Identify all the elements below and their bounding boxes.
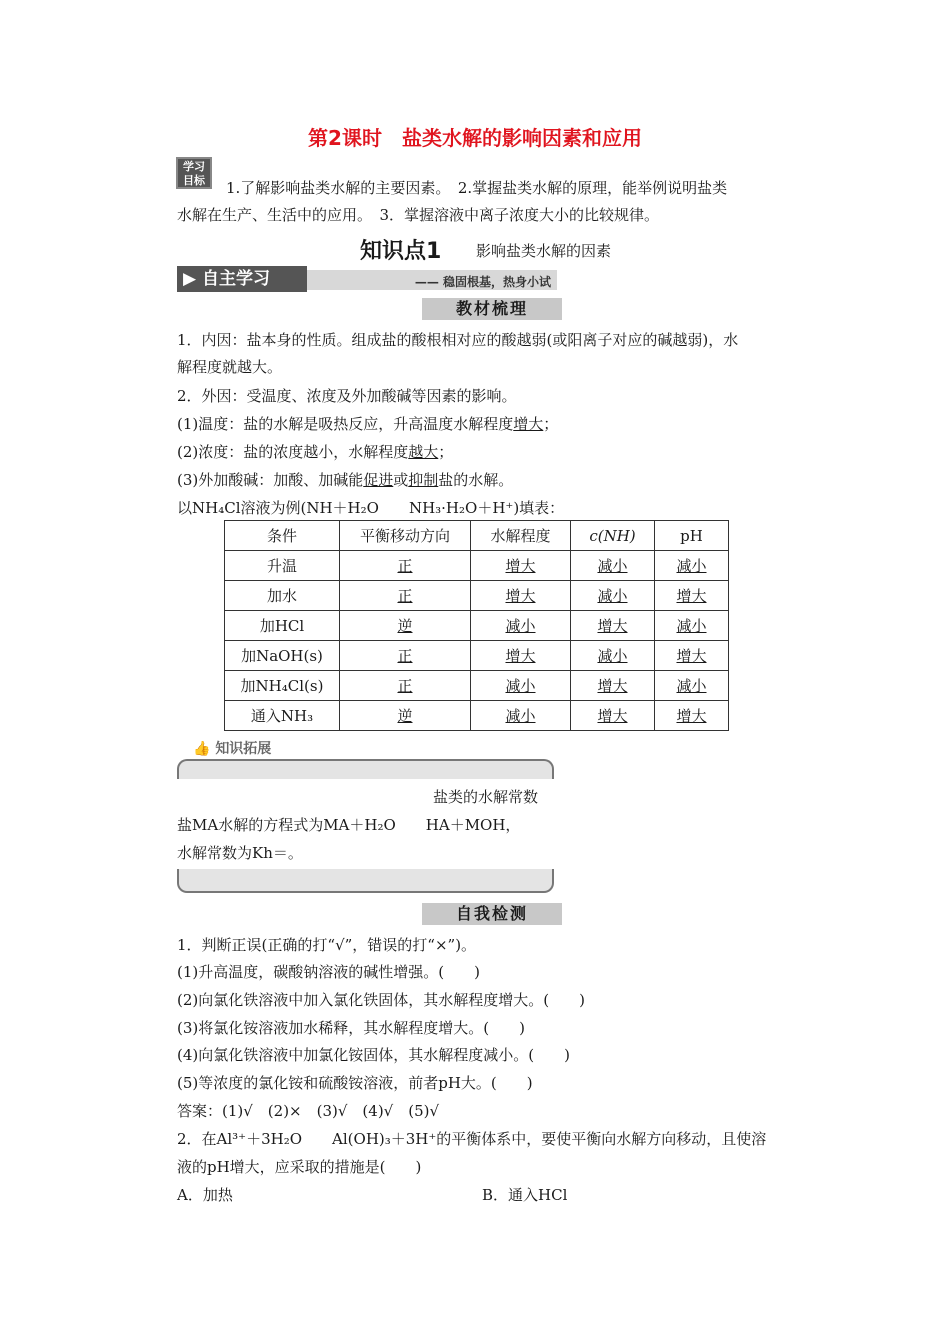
- table-row: [225, 671, 729, 701]
- table-intro: 以NH₄Cl溶液为例(NH＋H₂O NH₃·H₂O＋H⁺)填表：: [177, 499, 565, 517]
- table-cell: 减小: [471, 671, 571, 701]
- table-cell: 减小: [471, 701, 571, 731]
- table-row: [225, 581, 729, 611]
- page-title: 第2课时 盐类水解的影响因素和应用: [308, 126, 642, 150]
- question-1-item: (5)等浓度的氯化铵和硫酸铵溶液，前者pH大。( ): [177, 1074, 533, 1092]
- table-cell: 增大: [571, 671, 655, 701]
- table-row: [225, 551, 729, 581]
- para-3: (1)温度：盐的水解是吸热反应，升高温度水解程度增大；: [177, 415, 559, 433]
- section-tag-self-check: 自我检测: [422, 903, 562, 925]
- table-cell: 加NaOH(s): [225, 641, 340, 671]
- table-cell: 正: [340, 671, 471, 701]
- knowledge-point-label: 知识点1: [360, 239, 442, 264]
- table-cell: 增大: [471, 581, 571, 611]
- badge-line2: 目标: [183, 174, 205, 187]
- self-study-banner: [177, 266, 557, 292]
- table-cell: 加HCl: [225, 611, 340, 641]
- question-1-item: (4)向氯化铁溶液中加氯化铵固体，其水解程度减小。( ): [177, 1046, 570, 1064]
- question-1: 1．判断正误(正确的打“√”，错误的打“×”)。: [177, 936, 477, 954]
- hydrolysis-table: [224, 520, 729, 731]
- learning-goal-badge: [176, 157, 212, 189]
- table-cell: 增大: [655, 701, 729, 731]
- para-5: (3)外加酸碱：加酸、加碱能促进或抑制盐的水解。: [177, 471, 514, 489]
- table-header: 水解程度: [471, 521, 571, 551]
- table-cell: 减小: [571, 551, 655, 581]
- table-cell: 通入NH₃: [225, 701, 340, 731]
- goals-line1: 1.了解影响盐类水解的主要因素。 2.掌握盐类水解的原理，能举例说明盐类: [226, 179, 728, 197]
- question-2a: 2．在Al³⁺＋3H₂O Al(OH)₃＋3H⁺的平衡体系中，要使平衡向水解方向移动，且使溶: [177, 1130, 767, 1148]
- answer-line: 答案：(1)√ (2)× (3)√ (4)√ (5)√: [177, 1102, 440, 1120]
- option-a: A．加热: [177, 1186, 233, 1204]
- table-header: 条件: [225, 521, 340, 551]
- table-cell: 增大: [571, 701, 655, 731]
- table-cell: 增大: [471, 641, 571, 671]
- table-cell: 增大: [471, 551, 571, 581]
- table-header-row: [225, 521, 729, 551]
- table-cell: 增大: [655, 581, 729, 611]
- table-cell: 正: [340, 551, 471, 581]
- play-arrow-icon: ▶: [183, 269, 197, 289]
- para-4: (2)浓度：盐的浓度越小，水解程度越大；: [177, 443, 454, 461]
- table-cell: 升温: [225, 551, 340, 581]
- table-cell: 减小: [471, 611, 571, 641]
- banner-left-text: 自主学习: [202, 269, 270, 289]
- table-cell: 减小: [571, 581, 655, 611]
- table-row: [225, 641, 729, 671]
- knowledge-point-subtitle: 影响盐类水解的因素: [476, 242, 612, 260]
- table-cell: 逆: [340, 701, 471, 731]
- extension-title: 盐类的水解常数: [433, 788, 539, 806]
- badge-line1: 学习: [183, 160, 205, 173]
- table-cell: 减小: [571, 641, 655, 671]
- knowledge-extension-heading: 👍 知识拓展: [193, 741, 272, 757]
- goals-line2: 水解在生产、生活中的应用。 3．掌握溶液中离子浓度大小的比较规律。: [177, 206, 660, 224]
- table-header: pH: [655, 521, 729, 551]
- question-1-item: (1)升高温度，碳酸钠溶液的碱性增强。( ): [177, 963, 480, 981]
- extension-line1: 盐MA水解的方程式为MA＋H₂O HA＋MOH，: [177, 816, 521, 834]
- table-header: c(NH): [571, 521, 655, 551]
- extension-box-bottom: [177, 869, 554, 893]
- question-1-item: (3)将氯化铵溶液加水稀释，其水解程度增大。( ): [177, 1019, 525, 1037]
- question-2b: 液的pH增大，应采取的措施是( ): [177, 1158, 422, 1176]
- table-cell: 加NH₄Cl(s): [225, 671, 340, 701]
- thumbs-up-icon: 👍: [193, 741, 211, 757]
- question-1-item: (2)向氯化铁溶液中加入氯化铁固体，其水解程度增大。( ): [177, 991, 585, 1009]
- table-header: 平衡移动方向: [340, 521, 471, 551]
- option-b: B．通入HCl: [482, 1186, 568, 1204]
- table-cell: 减小: [655, 671, 729, 701]
- extension-box-top: [177, 759, 554, 779]
- table-cell: 加水: [225, 581, 340, 611]
- para-1b: 解程度就越大。: [177, 358, 283, 376]
- table-cell: 减小: [655, 611, 729, 641]
- table-cell: 减小: [655, 551, 729, 581]
- table-cell: 正: [340, 641, 471, 671]
- table-row: [225, 611, 729, 641]
- table-cell: 增大: [655, 641, 729, 671]
- banner-right-text: —— 稳固根基，热身小试: [414, 275, 551, 289]
- section-tag-textbook: 教材梳理: [422, 298, 562, 320]
- para-2: 2．外因：受温度、浓度及外加酸碱等因素的影响。: [177, 387, 517, 405]
- table-cell: 增大: [571, 611, 655, 641]
- table-row: [225, 701, 729, 731]
- table-cell: 正: [340, 581, 471, 611]
- extension-line2: 水解常数为Kh＝。: [177, 844, 303, 862]
- table-cell: 逆: [340, 611, 471, 641]
- para-1a: 1．内因：盐本身的性质。组成盐的酸根相对应的酸越弱(或阳离子对应的碱越弱)，水: [177, 331, 739, 349]
